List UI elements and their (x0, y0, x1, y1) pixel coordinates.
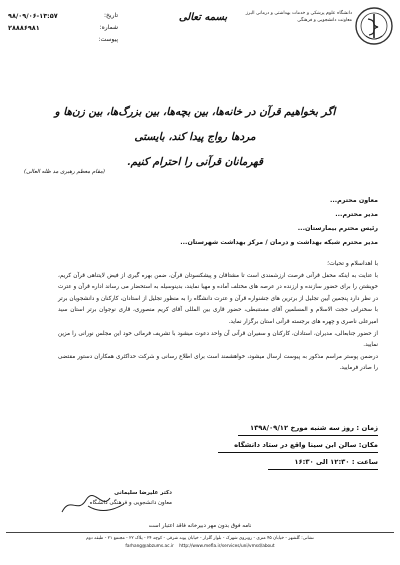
signature-block (62, 488, 172, 508)
number-row (8, 22, 118, 34)
quote-line-1: اگر بخواهیم قرآن در خانه‌ها، بین بچه‌ها، بین بزرگ‌ها، بین زن‌ها و مردها رواج پیدا کند، بایستی (54, 106, 336, 143)
footer (6, 535, 394, 551)
handwritten-signature (58, 492, 128, 518)
body-paragraph-1: با عنایت به اینکه محفل قرآنی فرصت ارزشمندی است تا مشتاقان و پیشکسوتان قرآن، ضمن بهره گیری از فیض لایتناهی قرآن کریم، خویشتن را برای حضور سازنده و ارزنده در عرصه های مختلف آماده و مهیا نمایند، بدینوسیله به استحضار می رساند اداره قرآن و عترت در نظر دارد پنجمین آیین تجلیل از برترین های جشنواره قرآن و عترت دانشگاه را به منظور تجلیل از استادان، کارکنان و دانشجویان برتر با سخنرانی حجت الاسلام و المسلمین آقای مستنبطی، حضور قاری بین المللی آقای کریم منصوری، قاری نوجوان برتر استان سید امیرعلی ناصری و چهره های برجسته قرآنی استان برگزار نماید. (58, 272, 378, 325)
body-paragraph-2: از حضور جنابعالی، مدیران، استادان، کارکنان و سفیران قرآنی آن واحد دعوت میشود با تشریف فرمائی خود این مجلس نورانی را مزین نمایید. (58, 330, 378, 349)
body-paragraph-3: درضمن پوستر مراسم مذکور به پیوست ارسال میشود، خواهشمند است برای اطلاع رسانی و شرکت حداکثری همکاران دستور مقتضی را صادر فرمایید. (58, 353, 378, 372)
event-time: ساعت : ۱۲:۳۰ الی ۱۶:۳۰ (294, 458, 378, 466)
recipient-3: رئیس محترم بیمارستان... (297, 225, 378, 232)
org-line-2: معاونت دانشجویی و فرهنگی (297, 18, 352, 23)
footer-address: نشانی: گلشهر - خیابان ۴۵ متری - روبروی شهرک - بلوار گلزار - خیابان پونه شرقی - کوچه ۲۴ - پلاک ۲۲ - مجتمع ۲۱ - طبقه دوم (86, 536, 314, 541)
footer-email[interactable]: farhang@abzums.ac.ir (125, 544, 174, 549)
date-value: ۹۸/۰۹/۰۶-۱۳:۵۷ (8, 12, 58, 20)
leader-quote (50, 100, 340, 175)
recipient-2: مدیر محترم... (335, 211, 378, 218)
footer-divider (6, 532, 394, 533)
recipient-1: معاون محترم... (329, 197, 378, 204)
greeting: با اهداسلام و تحیات؛ (327, 260, 378, 267)
event-time-underline (268, 469, 378, 470)
signatory-name: دکتر علیرضا سلیمانی (114, 490, 172, 496)
letter-meta (8, 10, 118, 46)
org-line-1: دانشگاه علوم پزشکی و خدمات بهداشتی و درمانی البرز (245, 11, 352, 16)
event-place: مکان: سالن ابن سینا واقع در ستاد دانشگاه (234, 441, 378, 449)
attachment-row (8, 34, 118, 46)
date-row (8, 10, 118, 22)
event-place-underline (218, 452, 378, 453)
quote-source: (مقام معظم رهبری مد ظله العالی) (24, 169, 105, 175)
date-label: تاریخ: (104, 12, 118, 19)
recipient-4: مدیر محترم شبکه بهداشت و درمان / مرکز بهداشت شهرستان... (180, 239, 378, 246)
letter-body (58, 258, 378, 375)
quote-line-2: قهرمانان قرآنی را احترام کنیم. (126, 156, 264, 168)
validity-note: نامه فوق بدون مهر دبیرخانه فاقد اعتبار است (148, 523, 252, 529)
organization-name (222, 10, 352, 24)
event-date: زمان : روز سه شنبه مورخ ۱۳۹۸/۰۹/۱۲ (249, 424, 378, 432)
signatory-title: معاون دانشجویی و فرهنگی دانشگاه (89, 500, 172, 506)
university-emblem-icon (354, 6, 394, 46)
attachment-label: پیوست: (98, 36, 118, 43)
number-value: ۲۸۸۸۶۹۸۱ (8, 24, 40, 32)
footer-website[interactable]: http://www.mefla.ir/services/uni/vmsd/about (179, 544, 275, 549)
letter-heading: بسمه تعالی (178, 12, 228, 23)
number-label: شماره: (99, 24, 118, 31)
event-date-underline (238, 435, 378, 436)
